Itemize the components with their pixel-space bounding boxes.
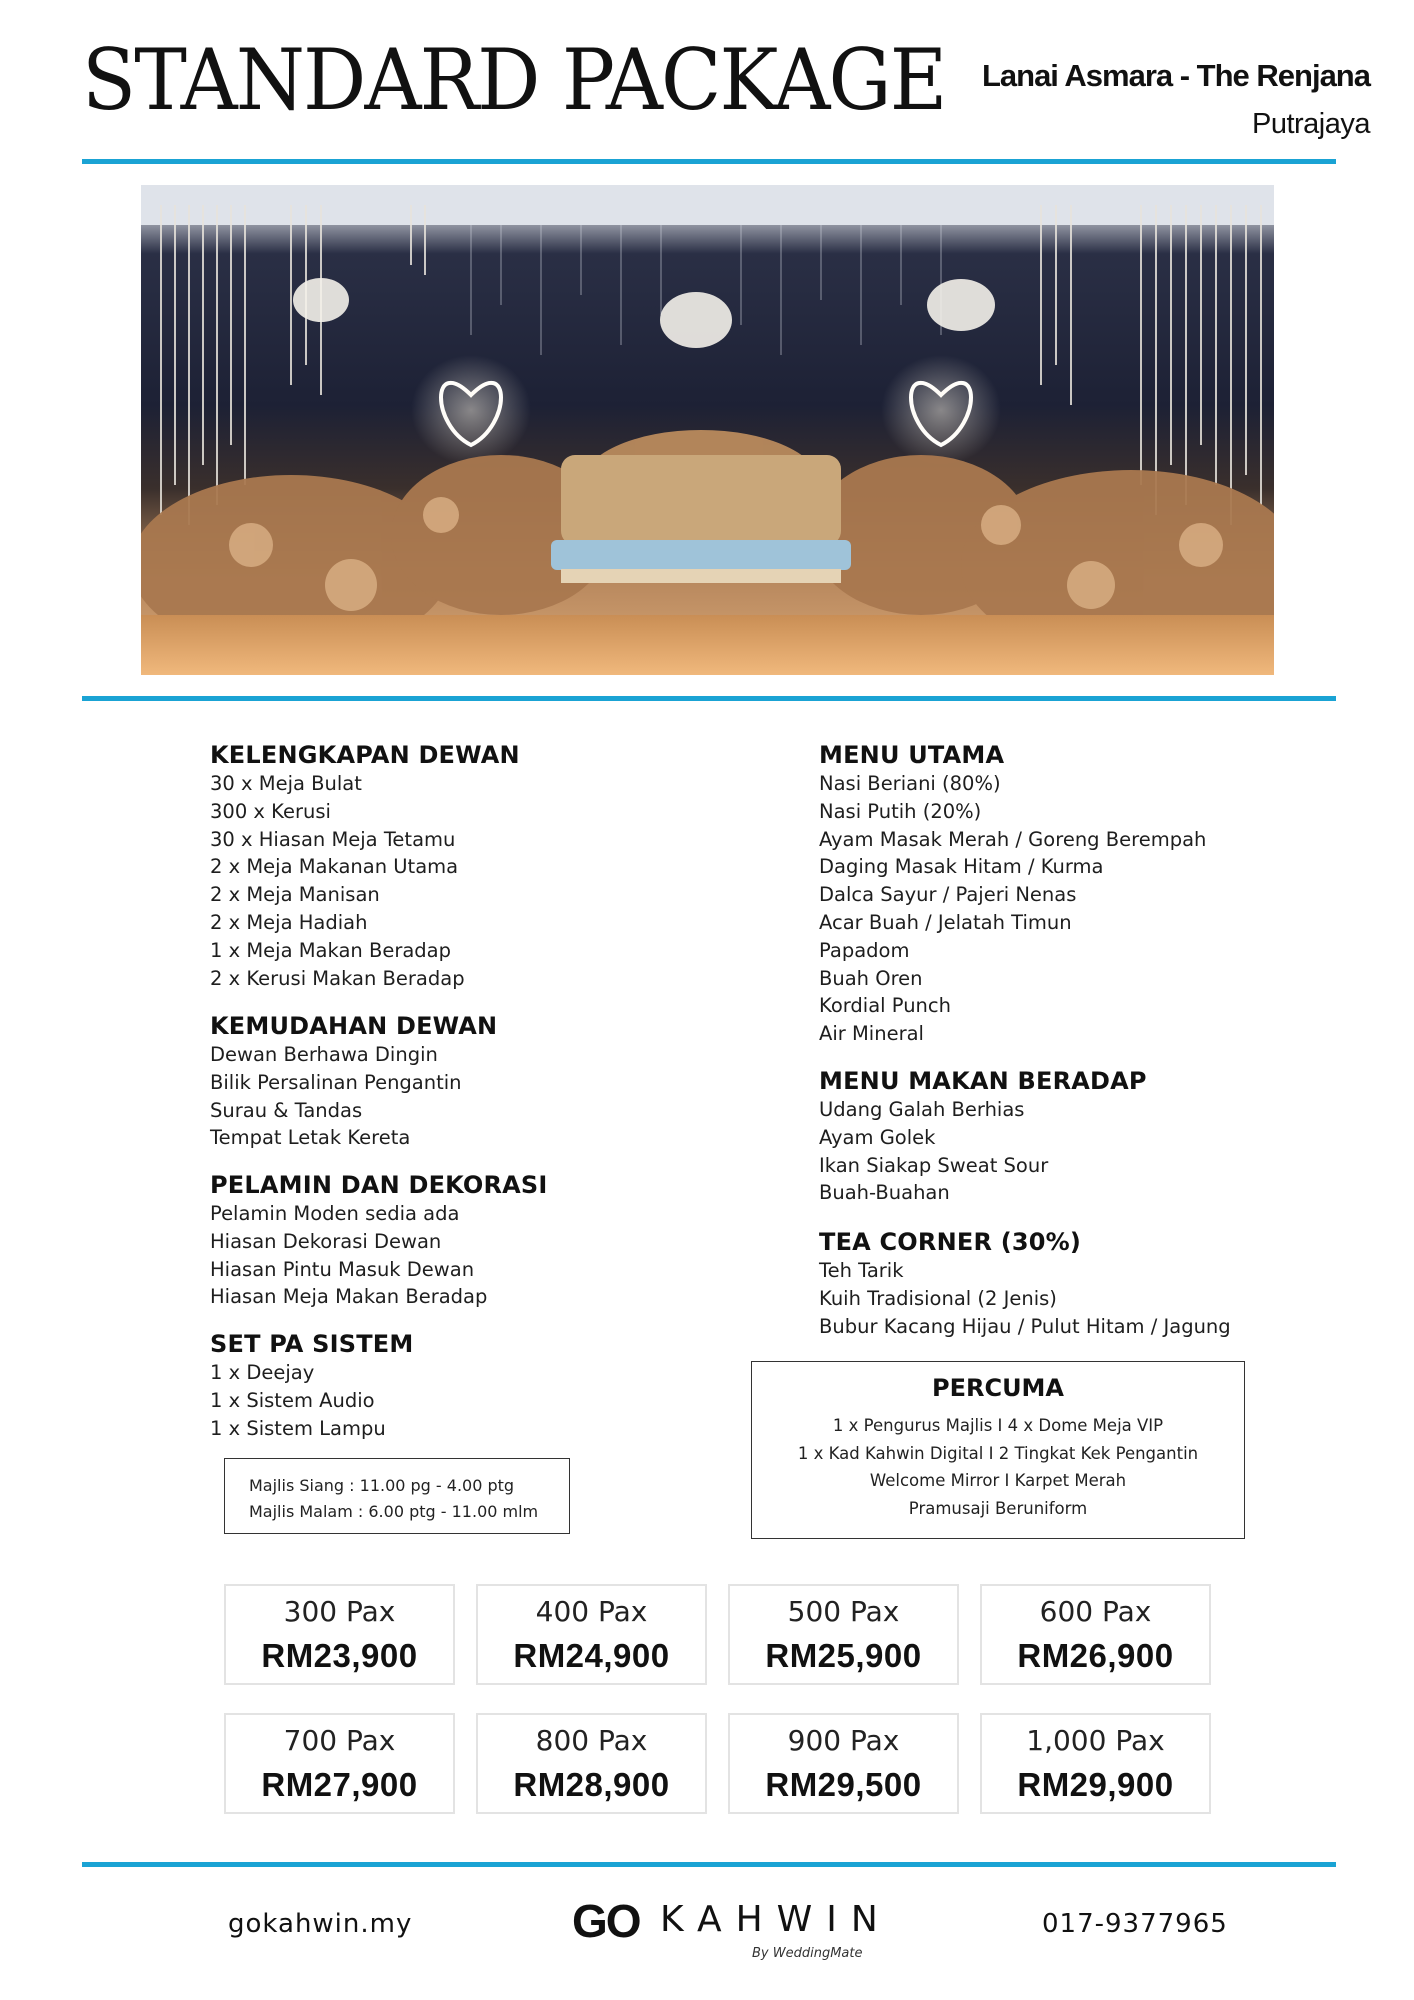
list-item: Kordial Punch (819, 994, 951, 1018)
section-kelengkapan-dewan (210, 740, 520, 992)
price-card-400 (476, 1584, 707, 1685)
price-value: RM24,900 (513, 1637, 670, 1674)
list-item: Dewan Berhawa Dingin (210, 1043, 438, 1066)
list-item: Hiasan Pintu Masuk Dewan (210, 1257, 475, 1281)
list-item: Ikan Siakap Sweat Sour (819, 1153, 1049, 1177)
phone-number[interactable]: 017-9377965 (1042, 1909, 1228, 1939)
list-item: 2 x Meja Manisan (210, 883, 380, 907)
pax-label: 600 Pax (1039, 1595, 1152, 1628)
section-heading: MENU UTAMA (819, 741, 1005, 769)
pax-label: 300 Pax (283, 1595, 396, 1628)
list-item: Tempat Letak Kereta (210, 1126, 411, 1150)
price-value: RM29,500 (765, 1766, 922, 1803)
list-item: Bilik Persalinan Pengantin (210, 1070, 462, 1094)
section-menu-utama (819, 740, 1206, 1048)
middle-divider (82, 696, 1336, 701)
top-divider (82, 159, 1336, 164)
section-pelamin-dekorasi (210, 1170, 548, 1311)
price-value: RM25,900 (765, 1637, 922, 1674)
venue-block (982, 58, 1370, 141)
price-card-600 (980, 1584, 1211, 1685)
gokahwin-logo (572, 1895, 892, 1968)
price-value: RM28,900 (513, 1766, 670, 1803)
price-card-900 (728, 1713, 959, 1814)
hours-malam: Majlis Malam : 6.00 ptg - 11.00 mlm (249, 1502, 539, 1521)
percuma-line: 1 x Kad Kahwin Digital I 2 Tingkat Kek Pengantin (797, 1443, 1199, 1463)
list-item: Ayam Masak Merah / Goreng Berempah (819, 827, 1207, 851)
price-value: RM29,900 (1017, 1766, 1174, 1803)
list-item: Hiasan Meja Makan Beradap (210, 1285, 488, 1309)
venue-location: Putrajaya (1251, 108, 1370, 140)
list-item: 1 x Sistem Lampu (210, 1416, 386, 1440)
list-item: Hiasan Dekorasi Dewan (210, 1229, 442, 1253)
venue-name: Lanai Asmara - The Renjana (981, 58, 1370, 93)
list-item: Daging Masak Hitam / Kurma (819, 855, 1104, 879)
list-item: 2 x Meja Makanan Utama (210, 855, 459, 879)
price-value: RM23,900 (261, 1637, 418, 1674)
logo-kahwin: KAHWIN (660, 1899, 892, 1940)
section-tea-corner (819, 1227, 1231, 1340)
page-title: STANDARD PACKAGE (82, 31, 946, 129)
list-item: Nasi Beriani (80%) (819, 772, 1001, 795)
list-item: 1 x Sistem Audio (210, 1388, 375, 1412)
section-heading: PELAMIN DAN DEKORASI (210, 1171, 548, 1199)
section-heading: SET PA SISTEM (210, 1330, 414, 1358)
percuma-line: Pramusaji Beruniform (908, 1498, 1088, 1518)
section-kemudahan-dewan (210, 1011, 497, 1152)
section-heading: TEA CORNER (30%) (819, 1228, 1082, 1256)
percuma-line: 1 x Pengurus Majlis I 4 x Dome Meja VIP (832, 1416, 1164, 1435)
pax-label: 800 Pax (535, 1724, 648, 1757)
pax-label: 900 Pax (787, 1724, 900, 1757)
pax-label: 1,000 Pax (1026, 1724, 1165, 1757)
price-card-700 (224, 1713, 455, 1814)
list-item: Air Mineral (819, 1022, 924, 1046)
pax-label: 500 Pax (787, 1595, 900, 1628)
section-set-pa-sistem (210, 1329, 413, 1442)
pelamin-stage-photo (141, 185, 1274, 675)
list-item: 30 x Hiasan Meja Tetamu (210, 827, 456, 851)
percuma-line: Welcome Mirror I Karpet Merah (869, 1471, 1127, 1490)
list-item: Buah-Buahan (819, 1181, 950, 1205)
hours-siang: Majlis Siang : 11.00 pg - 4.00 ptg (249, 1476, 515, 1495)
list-item: 1 x Deejay (210, 1361, 315, 1384)
event-hours-box (224, 1458, 570, 1534)
website-link[interactable]: gokahwin.my (228, 1909, 413, 1939)
stage-photo-illustration (141, 185, 1274, 675)
list-item: Nasi Putih (20%) (819, 799, 982, 823)
percuma-box (751, 1361, 1245, 1539)
price-value: RM27,900 (261, 1766, 418, 1803)
price-card-800 (476, 1713, 707, 1814)
list-item: Ayam Golek (819, 1125, 936, 1149)
price-card-1000 (980, 1713, 1211, 1814)
list-item: 2 x Kerusi Makan Beradap (210, 966, 465, 990)
list-item: Teh Tarik (819, 1259, 904, 1282)
list-item: Kuih Tradisional (2 Jenis) (819, 1286, 1057, 1310)
section-heading: MENU MAKAN BERADAP (819, 1067, 1147, 1095)
list-item: Surau & Tandas (210, 1098, 363, 1122)
pax-label: 400 Pax (535, 1595, 648, 1628)
logo-go: GO (572, 1895, 640, 1947)
price-value: RM26,900 (1017, 1637, 1174, 1674)
list-item: Acar Buah / Jelatah Timun (819, 910, 1072, 934)
percuma-heading: PERCUMA (931, 1374, 1065, 1402)
pax-label: 700 Pax (283, 1724, 396, 1757)
list-item: Bubur Kacang Hijau / Pulut Hitam / Jagung (819, 1314, 1231, 1338)
price-card-300 (224, 1584, 455, 1685)
list-item: 300 x Kerusi (210, 799, 331, 823)
list-item: Dalca Sayur / Pajeri Nenas (819, 883, 1077, 907)
section-heading: KEMUDAHAN DEWAN (210, 1012, 498, 1040)
list-item: Papadom (819, 938, 910, 962)
list-item: Udang Galah Berhias (819, 1098, 1025, 1121)
list-item: 30 x Meja Bulat (210, 772, 362, 795)
section-heading: KELENGKAPAN DEWAN (210, 741, 520, 769)
logo-byline: By WeddingMate (752, 1946, 863, 1961)
list-item: 1 x Meja Makan Beradap (210, 938, 452, 962)
bottom-divider (82, 1862, 1336, 1867)
list-item: Pelamin Moden sedia ada (210, 1202, 460, 1225)
price-card-500 (728, 1584, 959, 1685)
list-item: Buah Oren (819, 966, 923, 990)
list-item: 2 x Meja Hadiah (210, 910, 368, 934)
section-menu-makan-beradap (819, 1066, 1147, 1207)
